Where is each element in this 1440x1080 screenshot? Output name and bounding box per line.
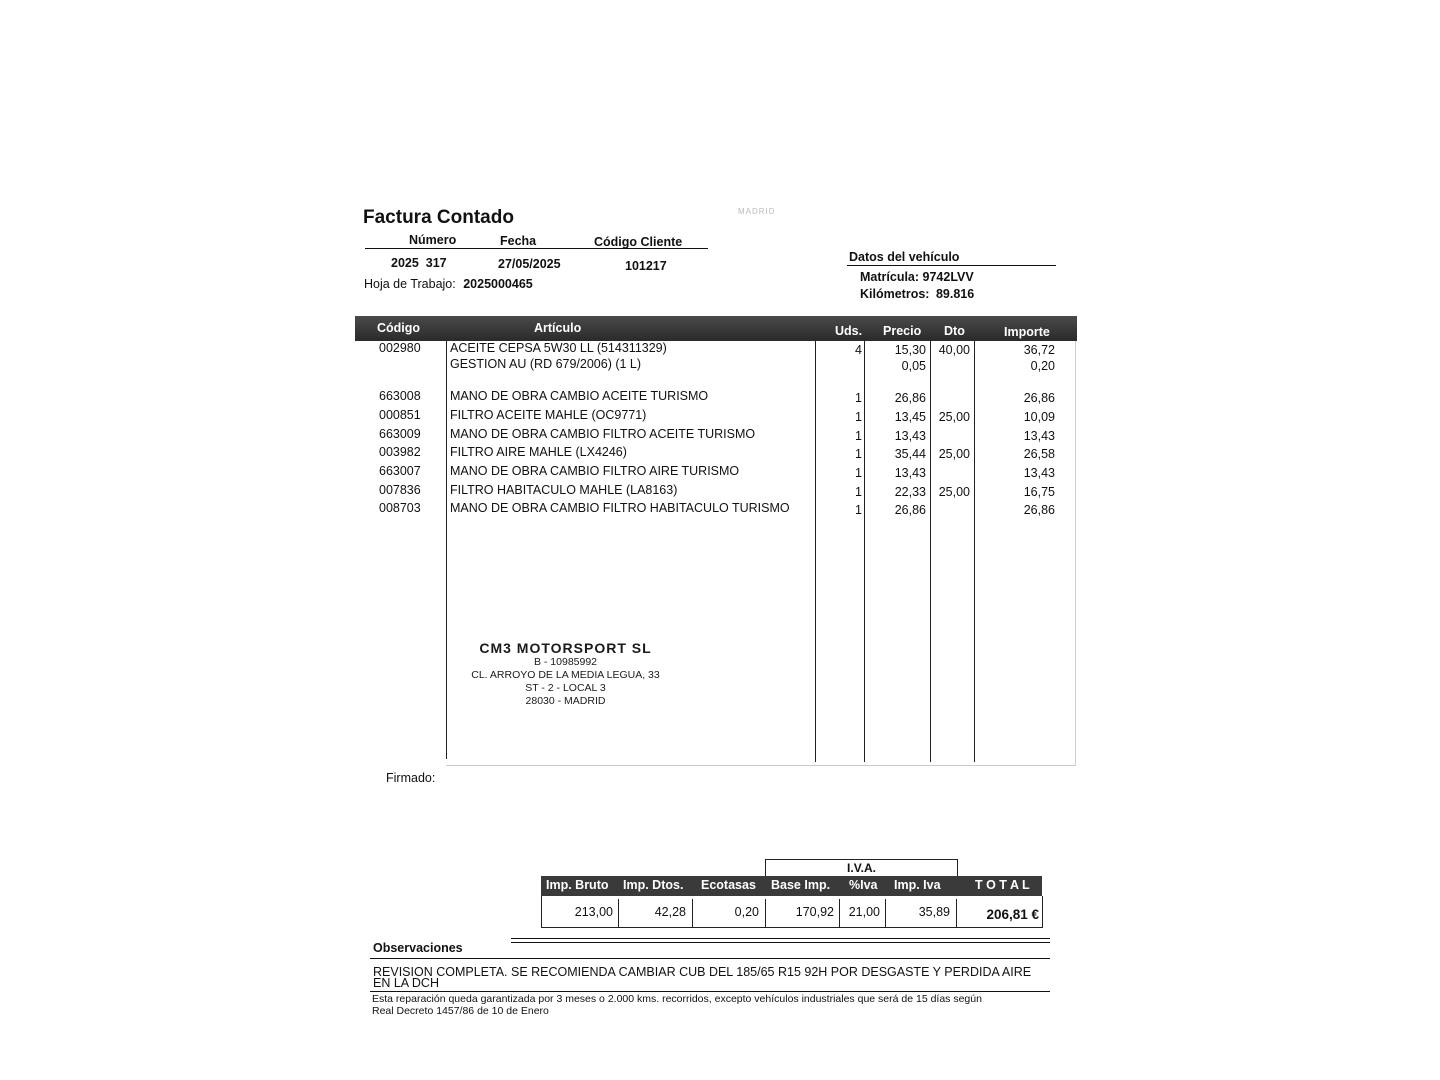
stamp-city: 28030 - MADRID [525,695,606,707]
cell-precio: 35,44 [894,447,926,461]
cell-dto: 25,00 [938,447,970,461]
cell-articulo: GESTION AU (RD 679/2006) (1 L) [450,357,642,371]
cell-importe: 13,43 [1023,466,1055,480]
invoice-title: Factura Contado [363,207,514,228]
cell-uds: 1 [855,391,862,405]
cell-articulo: MANO DE OBRA CAMBIO ACEITE TURISMO [450,389,709,403]
col-dto-header: Dto [944,324,965,338]
col-precio-header: Precio [883,324,922,338]
cell-precio: 26,86 [894,391,926,405]
stamp-company-name: CM3 MOTORSPORT SL [479,640,652,656]
ecotasas-header: Ecotasas [701,878,756,892]
cell-precio: 13,43 [894,466,926,480]
col-divider [974,341,975,762]
table-bottom-edge [446,765,1076,766]
total-header: T O T A L [975,878,1030,892]
work-sheet [364,277,533,291]
footer-divider [370,991,1050,992]
imp-dtos-value: 42,28 [654,905,686,919]
observations-line-1: REVISION COMPLETA. SE RECOMIENDA CAMBIAR CUB DEL 185/65 R15 92H POR DESGASTE Y PERDIDA AIRE [373,965,1032,979]
codigo-cliente-label: Código Cliente [594,235,683,249]
pct-iva-value: 21,00 [848,905,880,919]
cell-articulo: FILTRO ACEITE MAHLE (OC9771) [450,408,647,422]
cell-codigo: 663007 [379,464,421,478]
items-table-header [355,316,1077,341]
faded-header-text: MADRID [738,207,776,216]
signature-label: Firmado: [386,771,436,785]
cell-uds: 1 [855,429,862,443]
cell-uds: 1 [855,447,862,461]
totals-divider [765,899,766,927]
cell-uds: 4 [855,343,862,357]
work-sheet-value: 2025000465 [463,277,533,291]
col-divider [446,341,447,759]
cell-articulo: FILTRO HABITACULO MAHLE (LA8163) [450,483,678,497]
observations-label: Observaciones [373,941,463,955]
col-articulo-header: Artículo [534,321,582,335]
company-stamp [458,640,673,708]
cell-importe: 26,86 [1023,391,1055,405]
cell-importe: 36,72 [1023,343,1055,357]
fecha-label: Fecha [500,234,537,248]
imp-bruto-header: Imp. Bruto [546,878,609,892]
warranty-line-2: Real Decreto 1457/86 de 10 de Enero [372,1005,549,1017]
imp-dtos-header: Imp. Dtos. [623,878,684,892]
cell-dto: 25,00 [938,485,970,499]
work-sheet-label: Hoja de Trabajo: [364,277,456,291]
invoice-date: 27/05/2025 [498,257,561,271]
cell-articulo: ACEITE CEPSA 5W30 LL (514311329) [450,341,667,355]
totals-divider [885,899,886,927]
cell-precio: 15,30 [894,343,926,357]
plate-label: Matrícula: [860,270,920,284]
stamp-cif: B - 10985992 [533,656,598,668]
client-code: 101217 [625,259,667,273]
cell-codigo: 003982 [379,445,421,459]
table-right-edge [1075,341,1076,766]
vehicle-heading: Datos del vehículo [849,250,960,264]
imp-iva-value: 35,89 [918,905,950,919]
col-uds-header: Uds. [835,324,863,338]
totals-divider [839,899,840,927]
observations-line-2: EN LA DCH [373,976,439,990]
cell-importe: 26,58 [1023,447,1055,461]
base-imp-value: 170,92 [795,905,834,919]
col-divider [930,341,931,762]
obs-divider [370,958,1050,959]
cell-codigo: 007836 [379,483,421,497]
cell-importe: 26,86 [1023,503,1055,517]
cell-importe: 16,75 [1023,485,1055,499]
obs-divider-top-2 [511,942,1050,943]
cell-articulo: FILTRO AIRE MAHLE (LX4246) [450,445,627,459]
col-codigo-header: Código [377,321,421,335]
stamp-address-2: ST - 2 - LOCAL 3 [525,682,606,694]
cell-codigo: 008703 [379,501,421,515]
col-divider [815,341,816,762]
mileage [860,287,974,301]
imp-iva-header: Imp. Iva [894,878,941,892]
cell-codigo: 663009 [379,427,421,441]
cell-codigo: 663008 [379,389,421,403]
stamp-address-1: CL. ARROYO DE LA MEDIA LEGUA, 33 [471,669,660,681]
cell-importe: 13,43 [1023,429,1055,443]
plate [860,270,974,284]
cell-uds: 1 [855,485,862,499]
cell-precio: 13,43 [894,429,926,443]
invoice-number: 2025 317 [391,256,447,270]
cell-importe: 0,20 [1030,359,1055,373]
imp-bruto-value: 213,00 [574,905,613,919]
cell-precio: 22,33 [894,485,926,499]
cell-importe: 10,09 [1023,410,1055,424]
plate-value: 9742LVV [922,270,974,284]
cell-codigo: 002980 [379,341,421,355]
cell-articulo: MANO DE OBRA CAMBIO FILTRO ACEITE TURISMO [450,427,756,441]
cell-precio: 0,05 [901,359,926,373]
numero-label: Número [409,233,457,247]
col-importe-header: Importe [1004,325,1050,339]
cell-dto: 40,00 [938,343,970,357]
ecotasas-value: 0,20 [734,905,759,919]
mileage-value: 89.816 [935,287,975,301]
iva-group-label: I.V.A. [765,859,958,878]
cell-dto: 25,00 [938,410,970,424]
totals-divider [692,899,693,927]
warranty-line-1: Esta reparación queda garantizada por 3 meses o 2.000 kms. recorridos, excepto vehículos industriales que será de 15 días según [372,993,982,1005]
total-value: 206,81 € [986,907,1039,922]
cell-uds: 1 [855,466,862,480]
cell-uds: 1 [855,503,862,517]
cell-uds: 1 [855,410,862,424]
obs-divider-top [511,938,1050,939]
cell-precio: 13,45 [894,410,926,424]
cell-codigo: 000851 [379,408,421,422]
totals-divider [956,899,957,927]
cell-articulo: MANO DE OBRA CAMBIO FILTRO AIRE TURISMO [450,464,740,478]
base-imp-header: Base Imp. [771,878,831,892]
cell-articulo: MANO DE OBRA CAMBIO FILTRO HABITACULO TURISMO [450,501,790,515]
vehicle-divider [847,265,1056,266]
mileage-label: Kilómetros: [860,287,930,301]
col-divider [864,341,865,762]
cell-precio: 26,86 [894,503,926,517]
totals-divider [618,899,619,927]
pct-iva-header: %Iva [849,878,878,892]
